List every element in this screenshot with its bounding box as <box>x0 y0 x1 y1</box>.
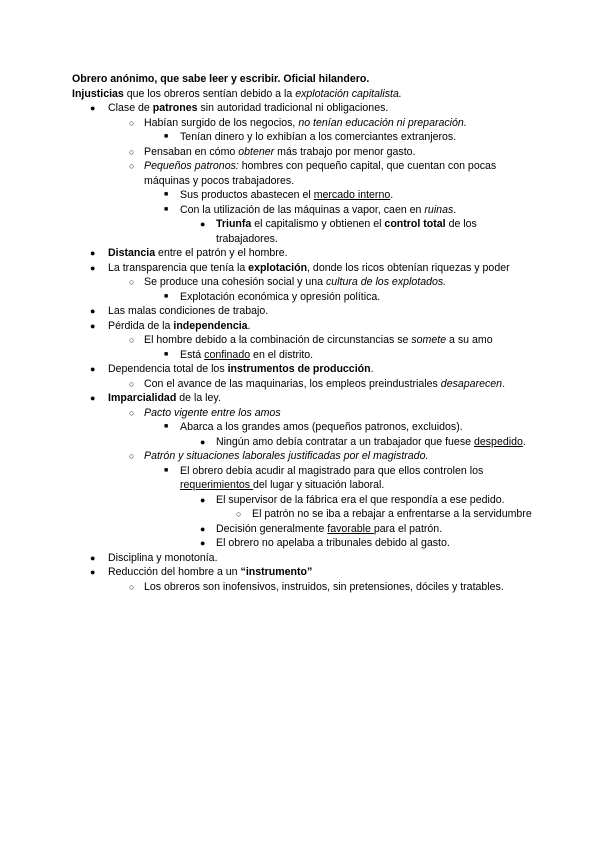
bullet-marker: ● <box>90 567 96 577</box>
bullet-marker: ○ <box>129 378 135 389</box>
bullet-abarca-amos: ■ Abarca a los grandes amos (pequeños patronos, excluidos). <box>164 421 463 433</box>
bullet-marker: ● <box>200 436 206 447</box>
bullet-cohesion-social: ○ Se produce una cohesión social y una cultura de los explotados. <box>129 276 447 288</box>
bullet-reduccion-instrumento: ● Reducción del hombre a un “instrumento” <box>90 566 313 578</box>
bullet-marker: ■ <box>164 423 169 430</box>
document-content <box>72 72 532 594</box>
bullet-marker: ● <box>90 248 96 258</box>
bullet-pequenos-patronos: ○ Pequeños patronos: hombres con pequeño capital, que cuentan con pocas máquinas y pocos trabajadores. <box>129 160 497 187</box>
bullet-patron-rebajar: ○ El patrón no se iba a rebajar a enfrentarse a la servidumbre <box>236 508 532 520</box>
bullet-marker: ■ <box>164 133 169 140</box>
bullet-maquinas-vapor: ■ Con la utilización de las máquinas a vapor, caen en ruinas. <box>164 203 457 216</box>
bullet-tenian-dinero: ■ Tenían dinero y lo exhibían a los comerciantes extranjeros. <box>164 131 457 143</box>
bullet-hombre-somete: ○ El hombre debido a la combinación de circunstancias se somete a su amo <box>129 334 493 346</box>
intro-line: Injusticias que los obreros sentían debido a la explotación capitalista. <box>72 87 402 100</box>
bullet-avance-maquinarias: ○ Con el avance de las maquinarias, los empleos preindustriales desaparecen. <box>129 377 506 390</box>
bullet-marker: ● <box>200 219 206 229</box>
bullet-pacto-vigente: ○ Pacto vigente entre los amos <box>129 406 281 419</box>
bullet-acudir-magistrado: ■ El obrero debía acudir al magistrado para que ellos controlen los requerimientos del lugar y situación laboral. <box>164 464 484 491</box>
bullet-dependencia-total: ● Dependencia total de los instrumentos de producción. <box>90 363 374 375</box>
bullet-marker: ■ <box>164 350 169 358</box>
bullet-marker: ● <box>90 393 96 403</box>
bullet-marker: ○ <box>129 146 135 157</box>
bullet-malas-condiciones: ● Las malas condiciones de trabajo. <box>90 305 269 317</box>
bullet-marker: ● <box>90 103 96 113</box>
bullet-marker: ○ <box>129 117 135 128</box>
bullet-marker: ■ <box>164 466 169 474</box>
bullet-marker: ○ <box>129 161 135 171</box>
bullet-marker: ○ <box>129 277 135 287</box>
bullet-obreros-inofensivos: ○ Los obreros son inofensivos, instruidos, sin pretensiones, dóciles y tratables. <box>129 580 504 593</box>
document-heading: Obrero anónimo, que sabe leer y escribir. Oficial hilandero. <box>72 73 370 85</box>
bullet-marker: ○ <box>236 509 242 519</box>
bullet-decision-favorable: ● Decisión generalmente favorable para el patrón. <box>200 522 443 535</box>
bullet-marker: ● <box>200 538 206 548</box>
bullet-perdida-independencia: ● Pérdida de la independencia. <box>90 319 251 332</box>
bullet-clase-patrones: ● Clase de patrones sin autoridad tradicional ni obligaciones. <box>90 102 389 114</box>
bullet-marker: ● <box>90 262 96 273</box>
bullet-marker: ● <box>200 523 206 534</box>
bullet-no-apelaba: ● El obrero no apelaba a tribunales debido al gasto. <box>200 537 450 549</box>
bullet-triunfa: ● Triunfa el capitalismo y obtienen el control total de los trabajadores. <box>200 218 477 245</box>
bullet-disciplina: ● Disciplina y monotonía. <box>90 551 218 564</box>
bullet-marker: ● <box>90 364 96 374</box>
bullet-confinado: ■ Está confinado en el distrito. <box>164 348 314 361</box>
bullet-supervisor-fabrica: ● El supervisor de la fábrica era el que respondía a ese pedido. <box>200 493 505 506</box>
bullet-ningun-amo: ● Ningún amo debía contratar a un trabajador que fuese despedido. <box>200 435 526 448</box>
bullet-marker: ○ <box>129 407 135 418</box>
bullet-marker: ● <box>90 552 96 563</box>
bullet-marker: ■ <box>164 292 169 300</box>
bullet-marker: ■ <box>164 191 169 198</box>
bullet-surgido-negocios: ○ Habían surgido de los negocios, no tenían educación ni preparación. <box>129 116 467 129</box>
bullet-pensaban: ○ Pensaban en cómo obtener más trabajo por menor gasto. <box>129 145 416 158</box>
bullet-marker: ○ <box>129 451 135 461</box>
bullet-marker: ○ <box>129 581 135 592</box>
bullet-explotacion-economica: ■ Explotación económica y opresión política. <box>164 290 381 303</box>
bullet-marker: ■ <box>164 205 169 213</box>
bullet-transparencia: ● La transparencia que tenía la explotación, donde los ricos obtenían riquezas y poder <box>90 261 510 274</box>
bullet-marker: ● <box>90 306 96 316</box>
bullet-imparcialidad: ● Imparcialidad de la ley. <box>90 392 221 404</box>
bullet-distancia: ● Distancia entre el patrón y el hombre. <box>90 247 288 259</box>
bullet-marker: ● <box>90 320 96 331</box>
bullet-marker: ○ <box>129 335 135 345</box>
bullet-productos: ■ Sus productos abastecen el mercado interno. <box>164 189 394 201</box>
bullet-marker: ● <box>200 494 206 505</box>
bullet-patron-magistrado: ○ Patrón y situaciones laborales justificadas por el magistrado. <box>129 450 429 462</box>
